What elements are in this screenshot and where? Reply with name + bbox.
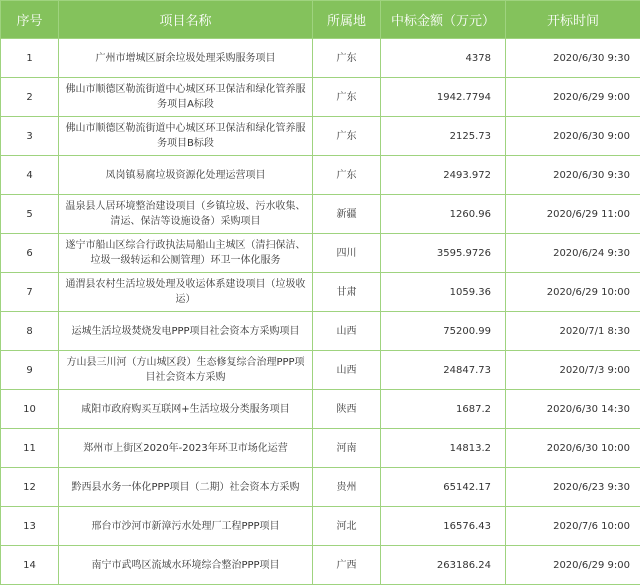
header-row <box>1 1 640 39</box>
table-row <box>1 468 640 507</box>
row-amount: 4378 <box>381 39 506 78</box>
row-open-time: 2020/6/23 9:30 <box>506 468 640 507</box>
row-open-time: 2020/6/30 9:30 <box>506 39 640 78</box>
row-index: 11 <box>1 429 59 468</box>
row-open-time: 2020/6/30 10:00 <box>506 429 640 468</box>
table-row <box>1 273 640 312</box>
row-index: 3 <box>1 117 59 156</box>
row-amount: 75200.99 <box>381 312 506 351</box>
row-amount: 263186.24 <box>381 546 506 585</box>
row-project-name: 广州市增城区厨余垃圾处理采购服务项目 <box>59 39 313 78</box>
row-amount: 2493.972 <box>381 156 506 195</box>
row-open-time: 2020/6/29 11:00 <box>506 195 640 234</box>
row-amount: 2125.73 <box>381 117 506 156</box>
row-amount: 16576.43 <box>381 507 506 546</box>
row-index: 13 <box>1 507 59 546</box>
row-index: 12 <box>1 468 59 507</box>
table-row <box>1 312 640 351</box>
row-index: 5 <box>1 195 59 234</box>
row-region: 广西 <box>313 546 381 585</box>
row-index: 8 <box>1 312 59 351</box>
table-row <box>1 546 640 585</box>
header-amount: 中标金额（万元） <box>381 1 506 39</box>
row-index: 9 <box>1 351 59 390</box>
row-project-name: 佛山市顺德区勒流街道中心城区环卫保洁和绿化管养服务项目B标段 <box>59 117 313 156</box>
row-project-name: 温泉县人居环境整治建设项目（乡镇垃圾、污水收集、清运、保洁等设施设备）采购项目 <box>59 195 313 234</box>
row-open-time: 2020/6/29 9:00 <box>506 78 640 117</box>
row-open-time: 2020/7/6 10:00 <box>506 507 640 546</box>
row-project-name: 运城生活垃圾焚烧发电PPP项目社会资本方采购项目 <box>59 312 313 351</box>
row-project-name: 黔西县水务一体化PPP项目（二期）社会资本方采购 <box>59 468 313 507</box>
row-project-name: 郑州市上街区2020年-2023年环卫市场化运营 <box>59 429 313 468</box>
header-open-time: 开标时间 <box>506 1 640 39</box>
row-amount: 1942.7794 <box>381 78 506 117</box>
table-header <box>1 1 640 39</box>
table-row <box>1 234 640 273</box>
row-open-time: 2020/6/29 9:00 <box>506 546 640 585</box>
row-amount: 3595.9726 <box>381 234 506 273</box>
table-row <box>1 351 640 390</box>
row-region: 贵州 <box>313 468 381 507</box>
table-body <box>1 39 640 585</box>
row-region: 河南 <box>313 429 381 468</box>
row-region: 广东 <box>313 117 381 156</box>
row-project-name: 遂宁市船山区综合行政执法局船山主城区（清扫保洁、垃圾一级转运和公厕管理）环卫一体化服务 <box>59 234 313 273</box>
row-project-name: 南宁市武鸣区流域水环境综合整治PPP项目 <box>59 546 313 585</box>
row-index: 6 <box>1 234 59 273</box>
row-region: 山西 <box>313 351 381 390</box>
row-region: 广东 <box>313 78 381 117</box>
row-open-time: 2020/7/3 9:00 <box>506 351 640 390</box>
row-project-name: 邢台市沙河市新漳污水处理厂工程PPP项目 <box>59 507 313 546</box>
row-index: 4 <box>1 156 59 195</box>
row-region: 广东 <box>313 156 381 195</box>
row-amount: 14813.2 <box>381 429 506 468</box>
table-row <box>1 429 640 468</box>
row-index: 2 <box>1 78 59 117</box>
table-row <box>1 117 640 156</box>
row-project-name: 凤岗镇易腐垃圾资源化处理运营项目 <box>59 156 313 195</box>
row-region: 山西 <box>313 312 381 351</box>
row-region: 甘肃 <box>313 273 381 312</box>
row-region: 四川 <box>313 234 381 273</box>
row-index: 14 <box>1 546 59 585</box>
row-project-name: 咸阳市政府购买互联网+生活垃圾分类服务项目 <box>59 390 313 429</box>
row-open-time: 2020/6/24 9:30 <box>506 234 640 273</box>
table-row <box>1 78 640 117</box>
table-row <box>1 156 640 195</box>
row-amount: 1687.2 <box>381 390 506 429</box>
header-region: 所属地 <box>313 1 381 39</box>
table-row <box>1 39 640 78</box>
row-amount: 65142.17 <box>381 468 506 507</box>
row-amount: 24847.73 <box>381 351 506 390</box>
header-project-name: 项目名称 <box>59 1 313 39</box>
row-project-name: 方山县三川河（方山城区段）生态修复综合治理PPP项目社会资本方采购 <box>59 351 313 390</box>
row-open-time: 2020/6/30 9:00 <box>506 117 640 156</box>
row-open-time: 2020/6/29 10:00 <box>506 273 640 312</box>
row-index: 7 <box>1 273 59 312</box>
row-open-time: 2020/6/30 9:30 <box>506 156 640 195</box>
row-project-name: 通渭县农村生活垃圾处理及收运体系建设项目（垃圾收运） <box>59 273 313 312</box>
row-index: 10 <box>1 390 59 429</box>
row-amount: 1059.36 <box>381 273 506 312</box>
header-index: 序号 <box>1 1 59 39</box>
table-row <box>1 195 640 234</box>
table-row <box>1 390 640 429</box>
row-region: 新疆 <box>313 195 381 234</box>
row-open-time: 2020/7/1 8:30 <box>506 312 640 351</box>
row-region: 河北 <box>313 507 381 546</box>
table-row <box>1 507 640 546</box>
row-region: 陕西 <box>313 390 381 429</box>
row-open-time: 2020/6/30 14:30 <box>506 390 640 429</box>
row-project-name: 佛山市顺德区勒流街道中心城区环卫保洁和绿化管养服务项目A标段 <box>59 78 313 117</box>
row-amount: 1260.96 <box>381 195 506 234</box>
row-region: 广东 <box>313 39 381 78</box>
row-index: 1 <box>1 39 59 78</box>
